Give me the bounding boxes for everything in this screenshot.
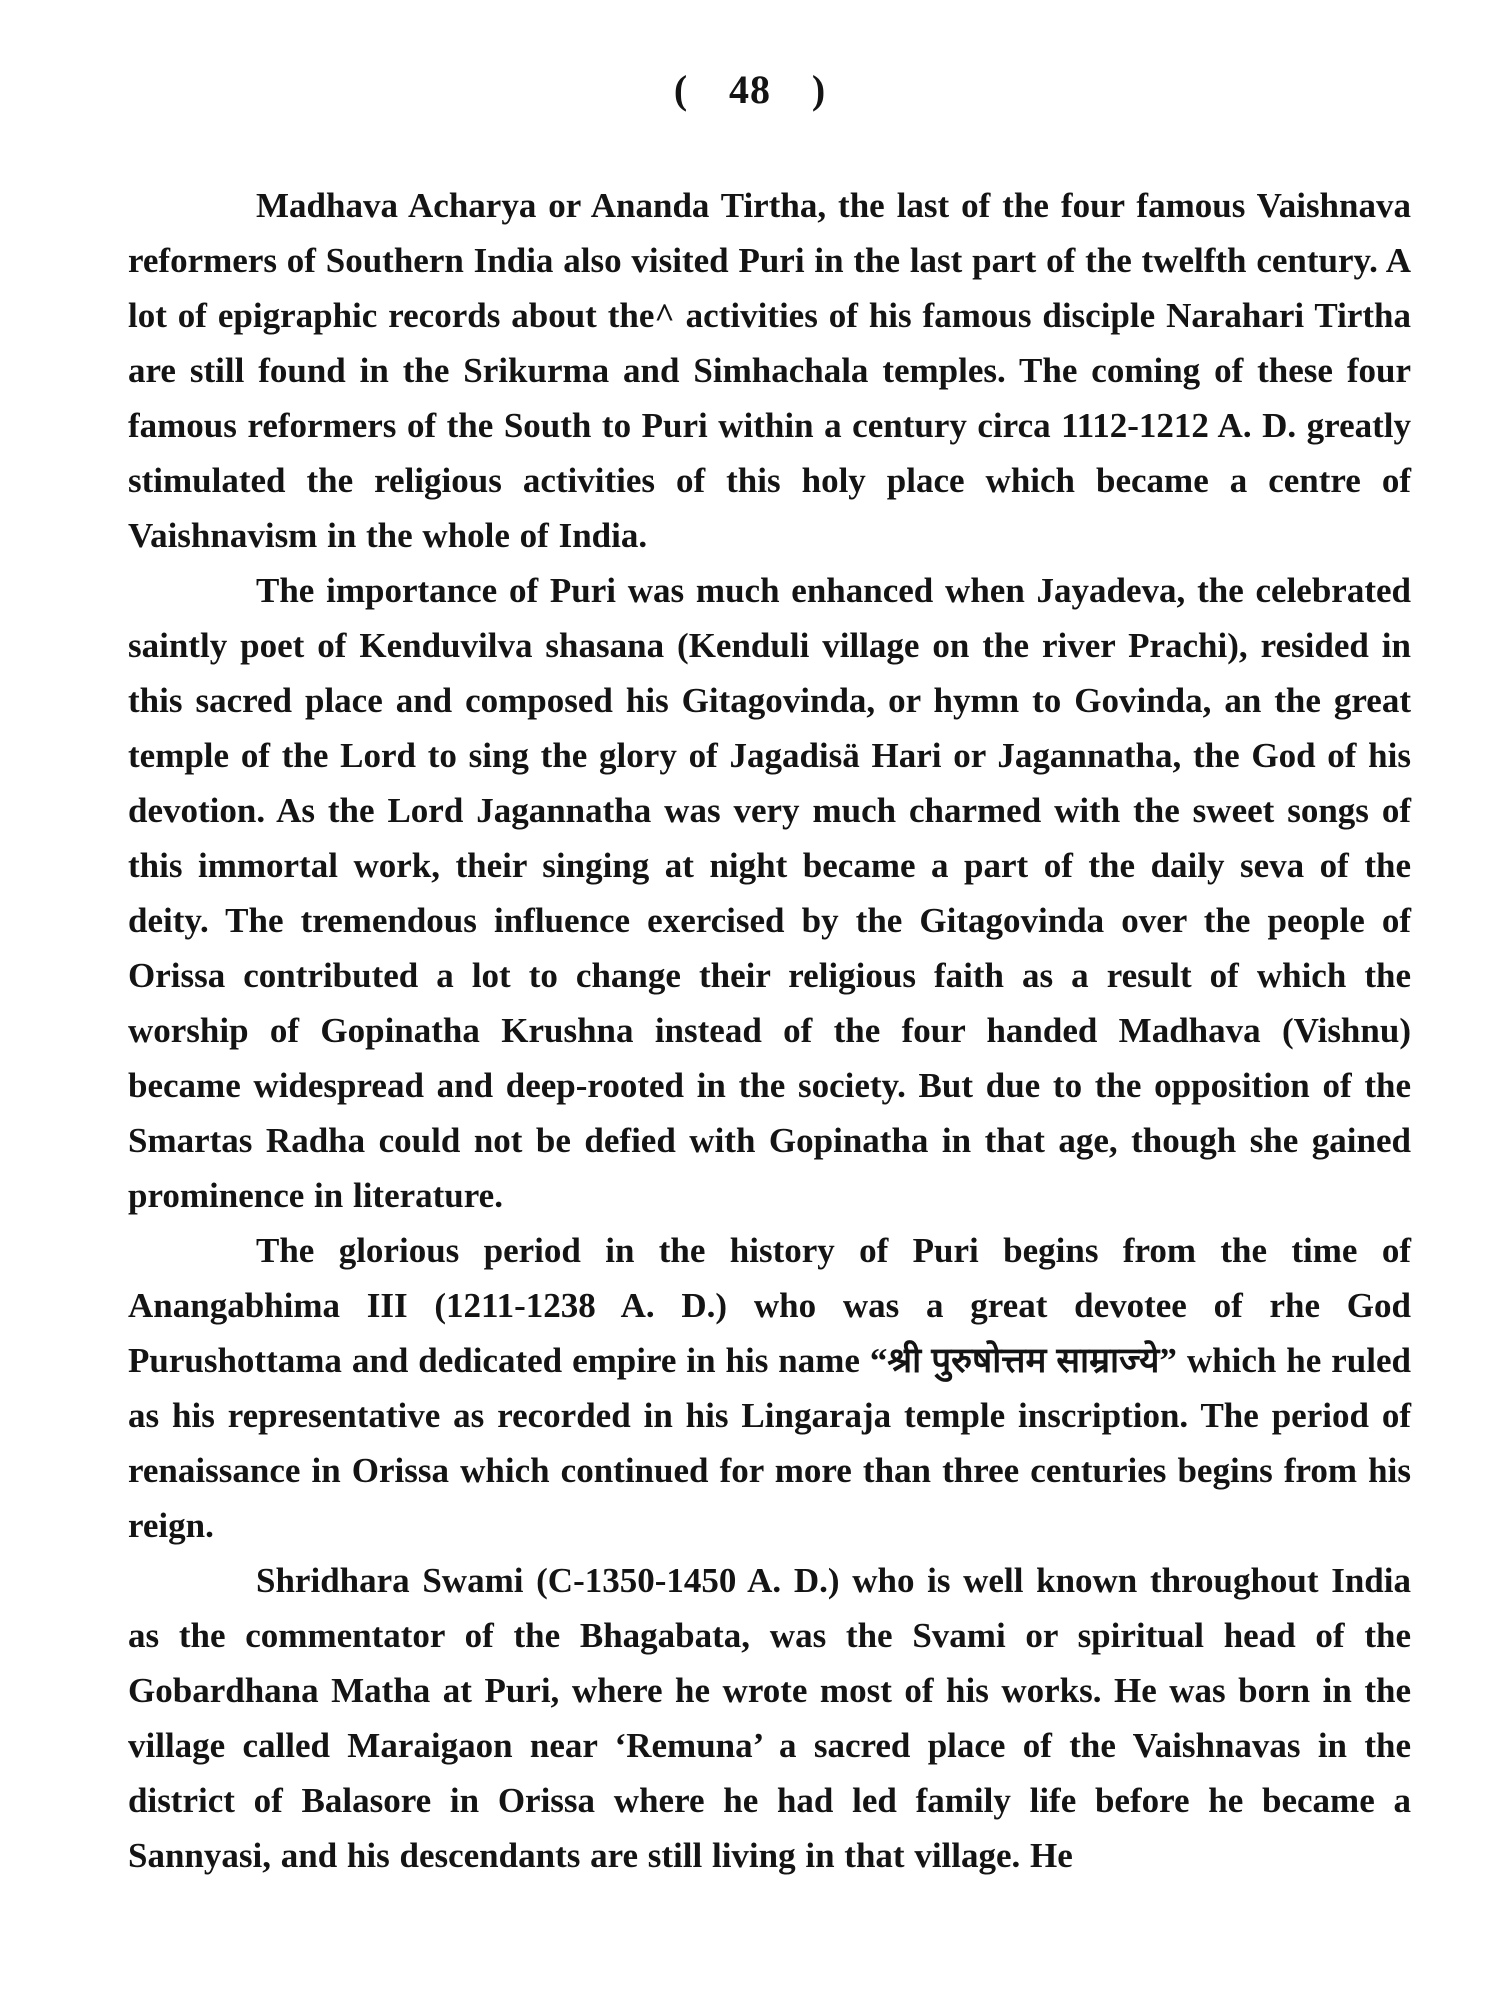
- close-parenthesis: ): [811, 67, 827, 112]
- paragraph-anangabhima: The glorious period in the history of Puri begins from the time of Anangabhima III (1211-1238 A. D.) who was a great devotee of rhe God Purushottama and dedicated empire in his name “श्री पुरुषोत्तम साम्राज्ये” which he ruled as his representative as recorded in his Lingaraja temple inscription. The period of renaissance in Orissa which continued for more than three centuries begins from his reign.: [128, 1231, 1411, 1545]
- open-parenthesis: (: [673, 67, 689, 112]
- page-number-header: [0, 62, 1500, 118]
- paragraph-jayadeva: The importance of Puri was much enhanced when Jayadeva, the celebrated saintly poet of Kenduvilva shasana (Kenduli village on the river Prachi), resided in this sacred place and composed his Gitagovinda, or hymn to Govinda, an the great temple of the Lord to sing the glory of Jagadisä Hari or Jagannatha, the God of his devotion. As the Lord Jagannatha was very much charmed with the sweet songs of this immortal work, their singing at night became a part of the daily seva of the deity. The tremendous influence exercised by the Gitagovinda over the people of Orissa contributed a lot to change their religious faith as a result of which the worship of Gopinatha Krushna instead of the four handed Madhava (Vishnu) became widespread and deep-rooted in the society. But due to the opposition of the Smartas Radha could not be defied with Gopinatha in that age, though she gained prominence in literature.: [128, 571, 1411, 1215]
- paragraph-madhava-acharya: Madhava Acharya or Ananda Tirtha, the last of the four famous Vaishnava reformers of Southern India also visited Puri in the last part of the twelfth century. A lot of epigraphic records about the^ activities of his famous disciple Narahari Tirtha are still found in the Srikurma and Simhachala temples. The coming of these four famous reformers of the South to Puri within a century circa 1112-1212 A. D. greatly stimulated the religious activities of this holy place which became a centre of Vaishnavism in the whole of India.: [128, 186, 1411, 555]
- body-text: [128, 178, 1411, 1883]
- page-number: 48: [729, 67, 771, 112]
- paragraph-shridhara-swami: Shridhara Swami (C-1350-1450 A. D.) who is well known throughout India as the commentator of the Bhagabata, was the Svami or spiritual head of the Gobardhana Matha at Puri, where he wrote most of his works. He was born in the village called Maraigaon near ‘Remuna’ a sacred place of the Vaishnavas in the district of Balasore in Orissa where he had led family life before he became a Sannyasi, and his descendants are still living in that village. He: [128, 1561, 1411, 1875]
